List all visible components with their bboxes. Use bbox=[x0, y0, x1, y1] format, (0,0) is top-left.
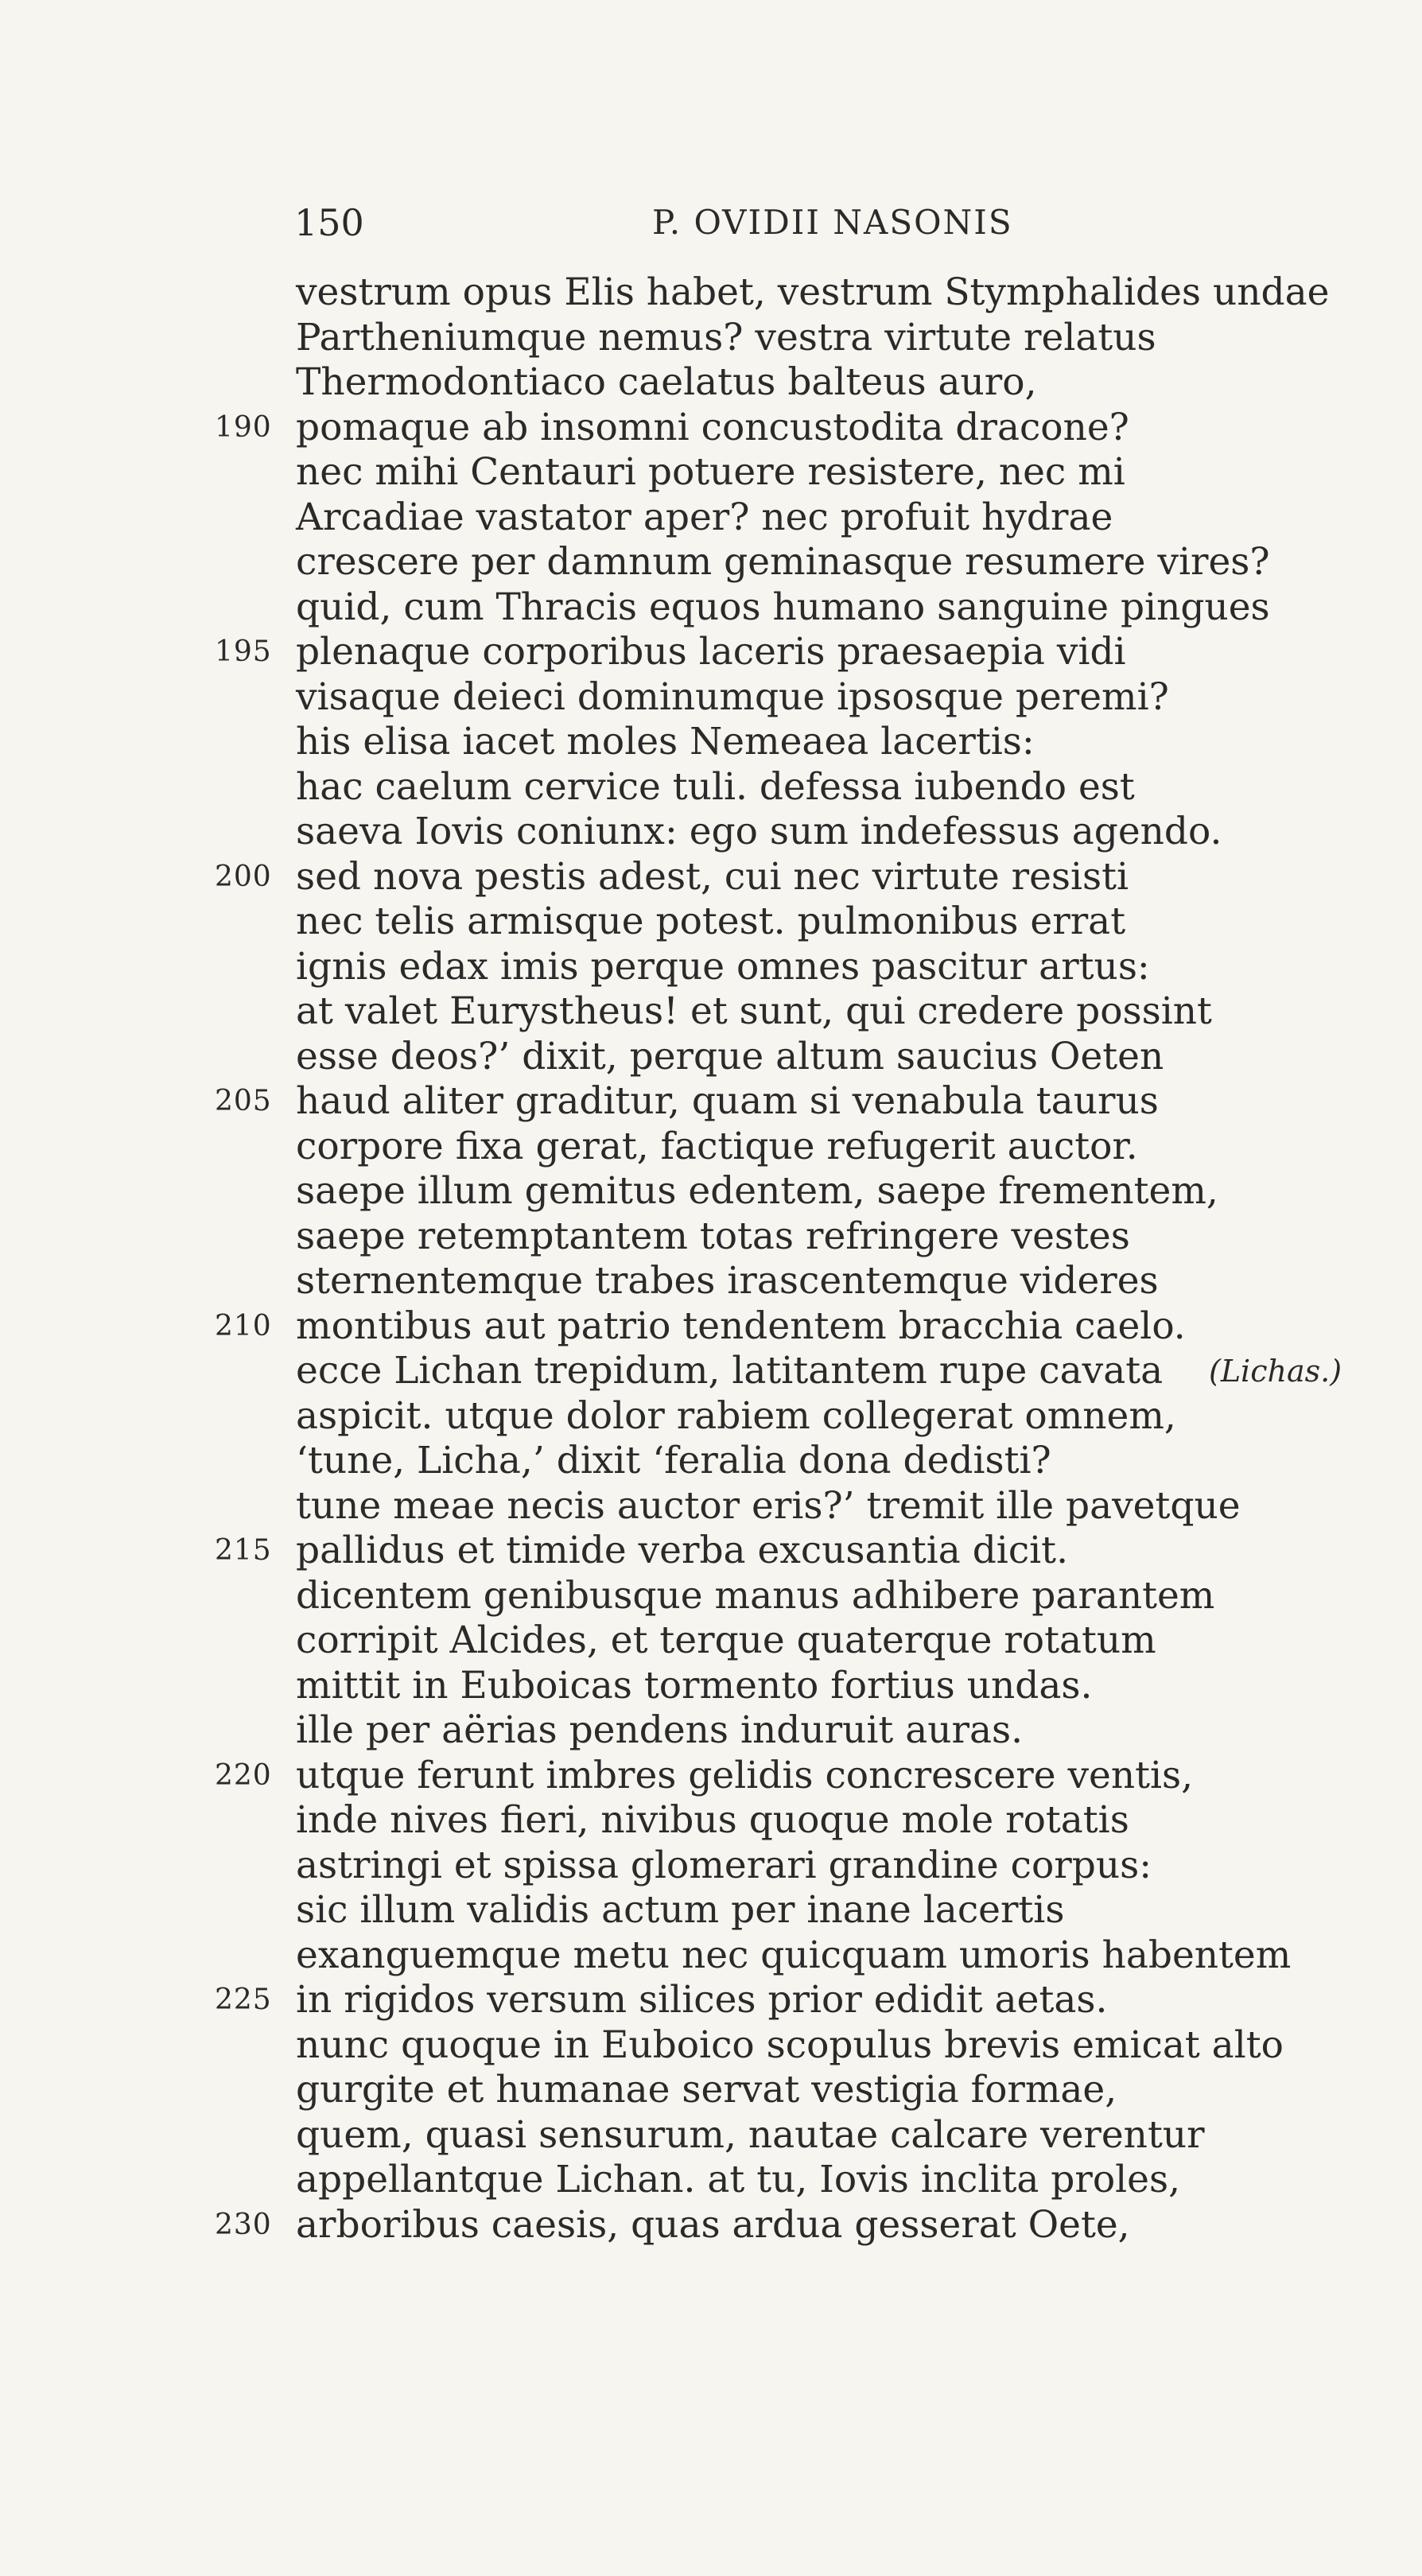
verse-line bbox=[0, 1394, 1422, 1440]
line-number: 195 bbox=[215, 635, 272, 668]
line-number: 205 bbox=[215, 1085, 272, 1117]
verse-line bbox=[0, 675, 1422, 721]
running-head: P. OVIDII NASONIS bbox=[652, 203, 1013, 242]
verse-text: vestrum opus Elis habet, vestrum Stymphalides undae bbox=[296, 270, 1330, 314]
verse-text: pallidus et timide verba excusantia dicit. bbox=[296, 1529, 1069, 1572]
verse-line bbox=[0, 1169, 1422, 1214]
verse-line bbox=[0, 1304, 1422, 1350]
verse-line bbox=[0, 1754, 1422, 1799]
verse-text: pomaque ab insomni concustodita dracone? bbox=[296, 405, 1129, 449]
verse-text: sic illum validis actum per inane lacertis bbox=[296, 1888, 1065, 1932]
verse-line bbox=[0, 270, 1422, 316]
verse-text: aspicit. utque dolor rabiem collegerat omnem, bbox=[296, 1393, 1176, 1438]
verse-text: hac caelum cervice tuli. defessa iubendo est bbox=[296, 764, 1135, 809]
verse-line bbox=[0, 1079, 1422, 1125]
verse-text: plenaque corporibus laceris praesaepia vidi bbox=[296, 630, 1126, 674]
verse-line bbox=[0, 406, 1422, 451]
verse-line bbox=[0, 1798, 1422, 1844]
verse-line bbox=[0, 720, 1422, 765]
verse-text: Arcadiae vastator aper? nec profuit hydrae bbox=[296, 495, 1113, 539]
verse-line bbox=[0, 1664, 1422, 1709]
verse-text: nec mihi Centauri potuere resistere, nec mi bbox=[296, 450, 1125, 494]
verse-text: his elisa iacet moles Nemeaea lacertis: bbox=[296, 720, 1035, 763]
verse-text: Partheniumque nemus? vestra virtute relatus bbox=[296, 315, 1156, 359]
line-number: 210 bbox=[215, 1309, 272, 1342]
verse-text: sternentemque trabes irascentemque videres bbox=[296, 1259, 1159, 1303]
verse-text: corripit Alcides, et terque quaterque rotatum bbox=[296, 1618, 1156, 1662]
line-number: 230 bbox=[215, 2208, 272, 2241]
page-header bbox=[294, 199, 1034, 247]
verse-line bbox=[0, 1035, 1422, 1080]
verse-text: crescere per damnum geminasque resumere vires? bbox=[296, 540, 1270, 584]
verse-text: in rigidos versum silices prior edidit aetas. bbox=[296, 1978, 1108, 2022]
verse-text: tune meae necis auctor eris?’ tremit ille pavetque bbox=[296, 1483, 1241, 1528]
verse-line bbox=[0, 1888, 1422, 1933]
verse-text: corpore fixa gerat, factique refugerit auctor. bbox=[296, 1124, 1138, 1168]
verse-line bbox=[0, 2203, 1422, 2248]
verse-text: ille per aërias pendens induruit auras. bbox=[296, 1708, 1024, 1752]
verse-text: montibus aut patrio tendentem bracchia caelo. bbox=[296, 1304, 1186, 1348]
verse-line bbox=[0, 1214, 1422, 1260]
verse-text: Thermodontiaco caelatus balteus auro, bbox=[296, 360, 1037, 404]
verse-text: visaque deieci dominumque ipsosque peremi? bbox=[296, 674, 1169, 719]
verse-line bbox=[0, 1933, 1422, 1979]
verse-line bbox=[0, 1259, 1422, 1304]
verse-text: dicentem genibusque manus adhibere parantem bbox=[296, 1573, 1215, 1618]
verse-text: saepe retemptantem totas refringere vestes bbox=[296, 1214, 1130, 1258]
verse-text: ignis edax imis perque omnes pascitur artus: bbox=[296, 944, 1150, 989]
verse-line bbox=[0, 855, 1422, 900]
verse-text: nunc quoque in Euboico scopulus brevis emicat alto bbox=[296, 2022, 1284, 2067]
verse-line bbox=[0, 810, 1422, 855]
verse-line bbox=[0, 1708, 1422, 1754]
verse-line bbox=[0, 495, 1422, 541]
verse-line bbox=[0, 765, 1422, 810]
verse-block bbox=[0, 270, 1422, 2248]
verse-line bbox=[0, 1618, 1422, 1664]
verse-text: sed nova pestis adest, cui nec virtute resisti bbox=[296, 854, 1129, 899]
verse-text: astringi et spissa glomerari grandine corpus: bbox=[296, 1843, 1152, 1887]
verse-line bbox=[0, 316, 1422, 361]
verse-text: ecce Lichan trepidum, latitantem rupe cavata bbox=[296, 1349, 1164, 1393]
verse-line bbox=[0, 2023, 1422, 2069]
verse-line bbox=[0, 450, 1422, 495]
verse-line bbox=[0, 1529, 1422, 1574]
verse-text: arboribus caesis, quas ardua gesserat Oete, bbox=[296, 2202, 1130, 2247]
verse-text: haud aliter graditur, quam si venabula taurus bbox=[296, 1079, 1159, 1123]
line-number: 220 bbox=[215, 1758, 272, 1792]
verse-line bbox=[0, 899, 1422, 945]
verse-text: appellantque Lichan. at tu, Iovis inclita proles, bbox=[296, 2158, 1181, 2201]
line-number: 225 bbox=[215, 1983, 272, 2016]
verse-line bbox=[0, 2158, 1422, 2203]
verse-line bbox=[0, 945, 1422, 990]
verse-line bbox=[0, 1125, 1422, 1170]
verse-text: esse deos?’ dixit, perque altum saucius Oeten bbox=[296, 1034, 1164, 1078]
marginal-note: (Lichas.) bbox=[1209, 1354, 1342, 1389]
verse-text: ‘tune, Licha,’ dixit ‘feralia dona dedisti? bbox=[296, 1439, 1051, 1482]
verse-line bbox=[0, 540, 1422, 585]
verse-line bbox=[0, 1349, 1422, 1394]
verse-text: exanguemque metu nec quicquam umoris habentem bbox=[296, 1933, 1292, 1977]
verse-line bbox=[0, 989, 1422, 1035]
verse-text: saeva Iovis coniunx: ego sum indefessus agendo. bbox=[296, 810, 1222, 853]
verse-line bbox=[0, 1978, 1422, 2023]
verse-text: quid, cum Thracis equos humano sanguine pingues bbox=[296, 585, 1270, 629]
verse-text: saepe illum gemitus edentem, saepe frementem, bbox=[296, 1169, 1218, 1213]
verse-line bbox=[0, 1574, 1422, 1619]
line-number: 190 bbox=[215, 410, 272, 444]
verse-line bbox=[0, 630, 1422, 675]
line-number: 200 bbox=[215, 860, 272, 893]
line-number: 215 bbox=[215, 1534, 272, 1567]
verse-text: at valet Eurystheus! et sunt, qui credere possint bbox=[296, 989, 1212, 1033]
verse-line bbox=[0, 585, 1422, 631]
verse-text: quem, quasi sensurum, nautae calcare verentur bbox=[296, 2112, 1205, 2157]
verse-line bbox=[0, 2113, 1422, 2158]
verse-text: gurgite et humanae servat vestigia formae, bbox=[296, 2068, 1117, 2112]
verse-line bbox=[0, 1844, 1422, 1889]
verse-text: utque ferunt imbres gelidis concrescere ventis, bbox=[296, 1753, 1194, 1797]
verse-line bbox=[0, 2068, 1422, 2113]
verse-text: nec telis armisque potest. pulmonibus errat bbox=[296, 899, 1126, 943]
verse-line bbox=[0, 360, 1422, 406]
verse-text: mittit in Euboicas tormento fortius undas. bbox=[296, 1663, 1093, 1708]
verse-line bbox=[0, 1439, 1422, 1484]
verse-text: inde nives fieri, nivibus quoque mole rotatis bbox=[296, 1798, 1129, 1842]
verse-line bbox=[0, 1484, 1422, 1529]
page-number: 150 bbox=[294, 201, 364, 244]
